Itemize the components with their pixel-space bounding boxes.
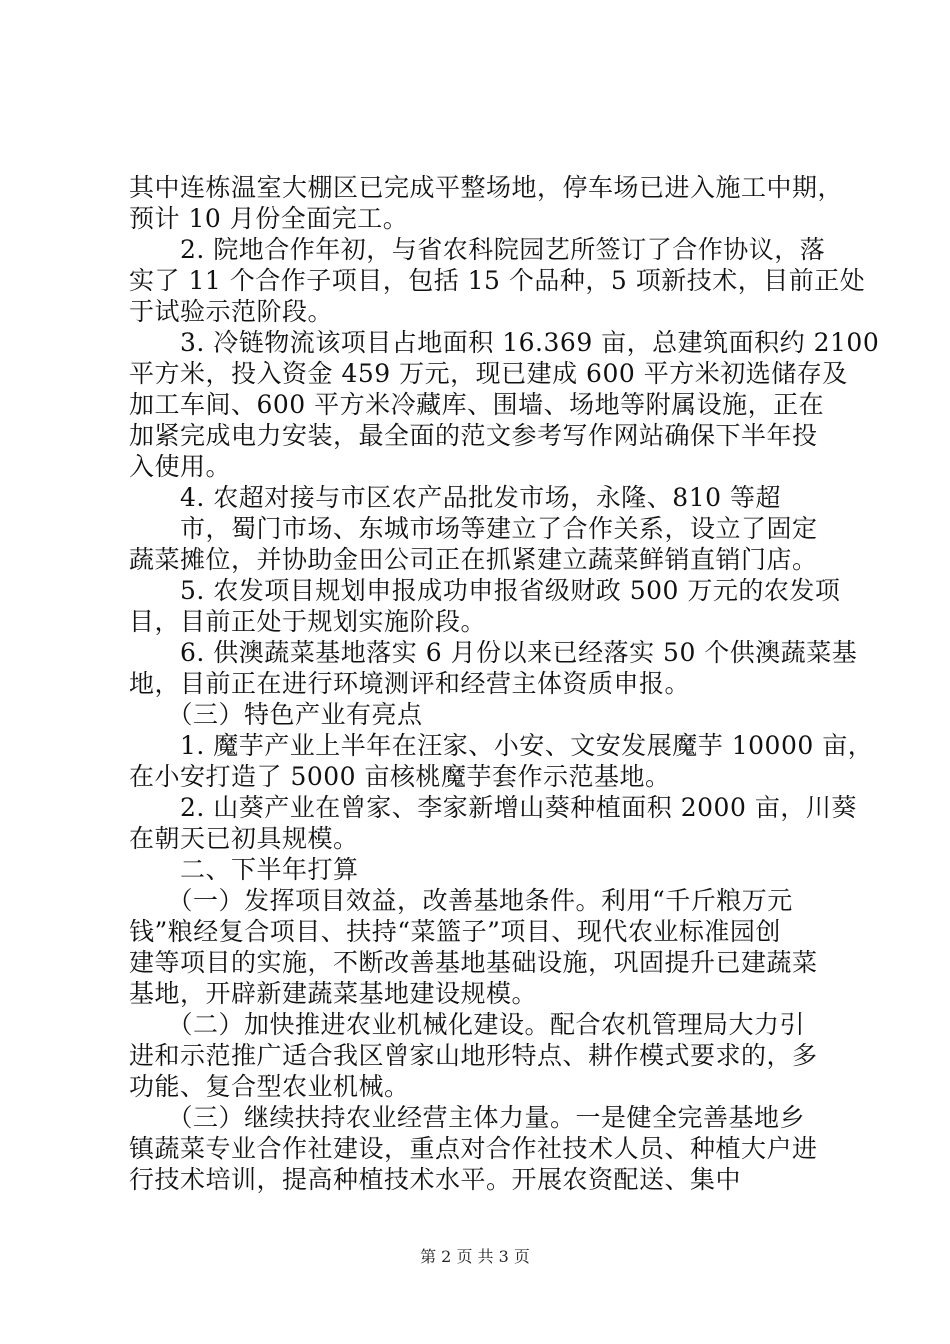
text-line: 4. 农超对接与市区农产品批发市场，永隆、810 等超 bbox=[129, 483, 781, 512]
text-line: 建等项目的实施，不断改善基地基础设施，巩固提升已建蔬菜 bbox=[129, 948, 818, 977]
text-line: 5. 农发项目规划申报成功申报省级财政 500 万元的农发项 bbox=[129, 576, 841, 605]
text-line: 6. 供澳蔬菜基地落实 6 月份以来已经落实 50 个供澳蔬菜基 bbox=[129, 638, 858, 667]
text-line: 进和示范推广适合我区曾家山地形特点、耕作模式要求的，多 bbox=[129, 1041, 818, 1070]
page-footer bbox=[0, 1247, 950, 1267]
text-line: 功能、复合型农业机械。 bbox=[129, 1072, 410, 1101]
text-line: 在朝天已初具规模。 bbox=[129, 824, 359, 853]
text-line: 镇蔬菜专业合作社建设，重点对合作社技术人员、种植大户进 bbox=[129, 1134, 818, 1163]
text-line: 平方米，投入资金 459 万元，现已建成 600 平方米初选储存及 bbox=[129, 359, 848, 388]
text-line: 加工车间、600 平方米冷藏库、围墙、场地等附属设施，正在 bbox=[129, 390, 825, 419]
text-line: 2. 山葵产业在曾家、李家新增山葵种植面积 2000 亩，川葵 bbox=[129, 793, 857, 822]
text-line: 预计 10 月份全面完工。 bbox=[129, 204, 409, 233]
section-heading: 二、下半年打算 bbox=[129, 855, 359, 884]
text-line: 其中连栋温室大棚区已完成平整场地，停车场已进入施工中期， bbox=[129, 173, 844, 202]
text-line: 3. 冷链物流该项目占地面积 16.369 亩，总建筑面积约 2100 bbox=[129, 328, 880, 357]
text-line: 2. 院地合作年初，与省农科院园艺所签订了合作协议，落 bbox=[129, 235, 826, 264]
text-line: 地，目前正在进行环境测评和经营主体资质申报。 bbox=[129, 669, 691, 698]
text-line: （一）发挥项目效益，改善基地条件。利用“千斤粮万元 bbox=[129, 886, 793, 915]
text-line: 市，蜀门市场、东城市场等建立了合作关系，设立了固定 bbox=[129, 514, 818, 543]
page-number-label: 第 2 页 共 3 页 bbox=[420, 1247, 530, 1266]
text-line: 于试验示范阶段。 bbox=[129, 297, 334, 326]
document-body bbox=[129, 172, 880, 1195]
text-line: 加紧完成电力安装，最全面的范文参考写作网站确保下半年投 bbox=[129, 421, 818, 450]
text-line: 蔬菜摊位，并协助金田公司正在抓紧建立蔬菜鲜销直销门店。 bbox=[129, 545, 818, 574]
text-line: （三）继续扶持农业经营主体力量。一是健全完善基地乡 bbox=[129, 1103, 806, 1132]
text-line: （二）加快推进农业机械化建设。配合农机管理局大力引 bbox=[129, 1010, 806, 1039]
text-line: 1. 魔芋产业上半年在汪家、小安、文安发展魔芋 10000 亩， bbox=[129, 731, 874, 760]
text-line: 钱”粮经复合项目、扶持“菜篮子”项目、现代农业标准园创 bbox=[129, 917, 781, 946]
text-line: 入使用。 bbox=[129, 452, 232, 481]
text-line: 在小安打造了 5000 亩核桃魔芋套作示范基地。 bbox=[129, 762, 671, 791]
text-line: 实了 11 个合作子项目，包括 15 个品种，5 项新技术，目前正处 bbox=[129, 266, 866, 295]
text-line: 目，目前正处于规划实施阶段。 bbox=[129, 607, 487, 636]
text-line: 行技术培训，提高种植技术水平。开展农资配送、集中 bbox=[129, 1165, 742, 1194]
section-heading: （三）特色产业有亮点 bbox=[129, 700, 423, 729]
text-line: 基地，开辟新建蔬菜基地建设规模。 bbox=[129, 979, 538, 1008]
